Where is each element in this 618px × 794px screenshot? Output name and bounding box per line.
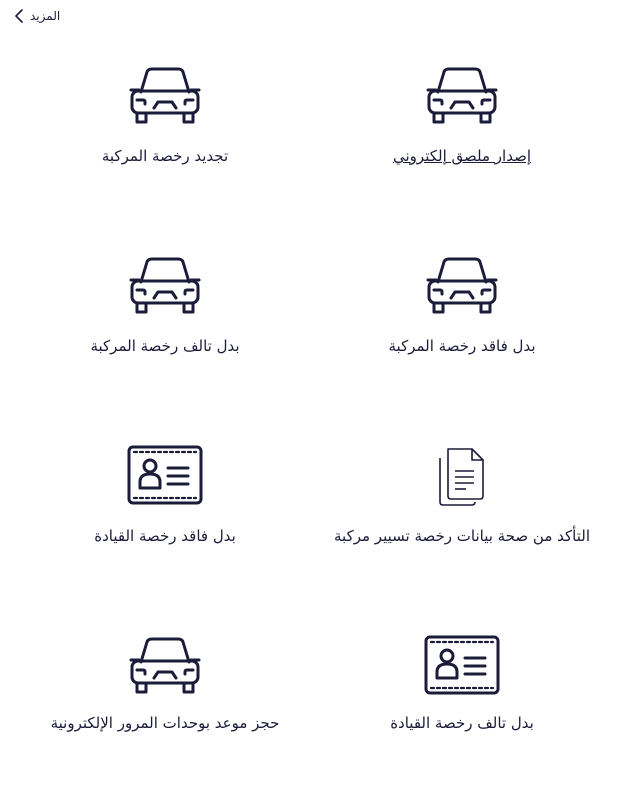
- car-icon: [424, 64, 500, 128]
- service-label: بدل تالف رخصة المركبة: [90, 337, 240, 355]
- service-issue-e-sticker[interactable]: [312, 60, 612, 180]
- service-renew-vehicle-license[interactable]: [15, 60, 315, 180]
- documents-icon: [436, 444, 488, 508]
- service-verify-vehicle-registration[interactable]: [312, 440, 612, 580]
- service-label: بدل تالف رخصة القيادة: [390, 714, 534, 732]
- service-label: التأكد من صحة بيانات رخصة تسيير مركبة: [334, 527, 590, 545]
- more-label: المزيد: [30, 9, 61, 23]
- service-label: حجز موعد بوحدات المرور الإلكترونية: [50, 714, 280, 732]
- service-book-traffic-appointment[interactable]: [15, 630, 315, 750]
- service-damaged-driving-license[interactable]: [312, 630, 612, 750]
- service-label: بدل فاقد رخصة المركبة: [388, 337, 536, 355]
- chevron-left-icon: [14, 9, 24, 23]
- service-label: بدل فاقد رخصة القيادة: [94, 527, 236, 545]
- car-icon: [424, 254, 500, 318]
- service-damaged-vehicle-license[interactable]: [15, 250, 315, 370]
- car-icon: [127, 634, 203, 698]
- service-lost-vehicle-license[interactable]: [312, 250, 612, 370]
- car-icon: [127, 64, 203, 128]
- id-card-icon: [423, 634, 501, 696]
- car-icon: [127, 254, 203, 318]
- service-label: إصدار ملصق إلكتروني: [393, 147, 531, 165]
- more-back-link[interactable]: [14, 9, 60, 23]
- id-card-icon: [126, 444, 204, 506]
- service-label: تجديد رخصة المركبة: [101, 147, 229, 165]
- service-lost-driving-license[interactable]: [15, 440, 315, 560]
